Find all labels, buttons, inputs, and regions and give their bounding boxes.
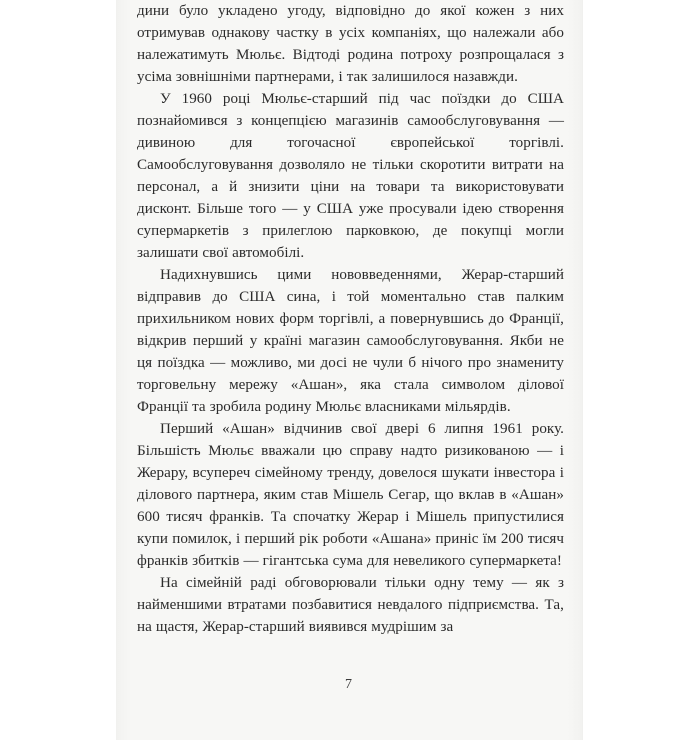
paragraph-5: На сімейній раді обговорювали тільки одну тему — як з найменшими втратами позбавитися невдалого підприємства. Та, на щастя, Жерар-старший виявився мудрішим за [137, 575, 564, 635]
paragraph-1: дини було укладено угоду, відповідно до якої кожен з них отримував однакову частку в усіх компаніях, що належали або належатимуть Мюльє. Відтоді родина потроху розпрощалася з усіма зовнішніми партнерами, і так залишилося назавжди. [137, 3, 564, 85]
paragraph-2: У 1960 році Мюльє-старший під час поїздки до США познайомився з концепцією магазинів самообслуговування — дивиною для тогочасної європейської торгівлі. Самообслуговування дозволяло не тільки скоротити витрати на персонал, а й знизити ціни на товари та використовувати дисконт. Більше того — у США уже просували ідею створення супермаркетів з прилеглою парковкою, де покупці могли залишати свої автомобілі. [137, 91, 564, 261]
paragraph-3: Надихнувшись цими нововведеннями, Жерар-старший відправив до США сина, і той моментально став палким прихильником нових форм торгівлі, а повернувшись до Франції, відкрив перший у країні магазин самообслуговування. Якби не ця поїздка — можливо, ми досі не чули б нічого про знамениту торговельну мережу «Ашан», яка стала символом ділової Франції та зробила родину Мюльє власниками мільярдів. [137, 267, 564, 415]
paragraph-4: Перший «Ашан» відчинив свої двері 6 липня 1961 року. Більшість Мюльє вважали цю справу надто ризикованою — і Жерару, всупереч сімейному тренду, довелося шукати інвестора і ділового партнера, яким став Мішель Сегар, що вклав в «Ашан» 600 тисяч франків. Та спочатку Жерар і Мішель припустилися купи помилок, і перший рік роботи «Ашана» приніс їм 200 тисяч франків збитків — гігантська сума для невеликого супермаркета! [137, 421, 564, 569]
page-text-column [137, 0, 564, 638]
page-number: 7 [345, 677, 352, 692]
